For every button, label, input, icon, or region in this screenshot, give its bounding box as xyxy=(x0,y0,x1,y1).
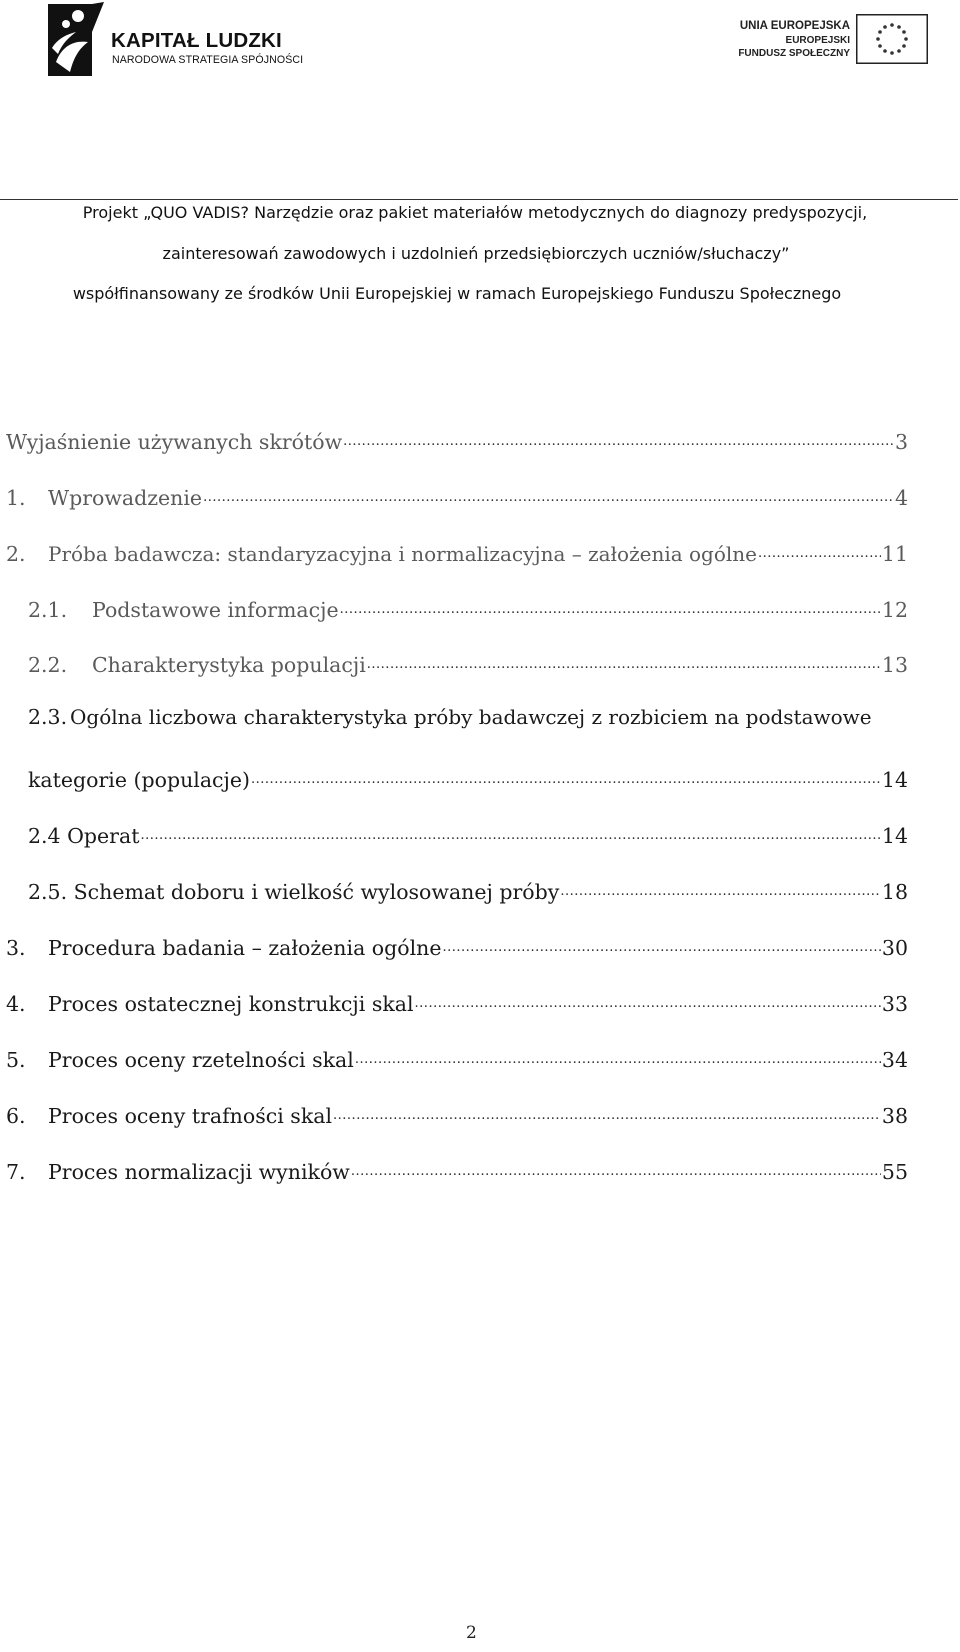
toc-entry-page: 38 xyxy=(881,1103,908,1128)
toc-entry-page: 18 xyxy=(881,879,908,904)
toc-leader-dots xyxy=(251,762,881,787)
toc-leader-dots xyxy=(343,424,894,449)
toc-entry-page: 55 xyxy=(881,1159,908,1184)
toc-leader-dots xyxy=(560,874,881,899)
toc-entry-number: 4. xyxy=(6,991,26,1016)
toc-entry-number: 5. xyxy=(6,1047,26,1072)
toc-entry[interactable] xyxy=(6,480,908,510)
toc-entry-title: Próba badawcza: standaryzacyjna i normalizacyjna – założenia ogólne xyxy=(48,541,758,566)
toc-entry-title: 2.5. Schemat doboru i wielkość wylosowanej próby xyxy=(28,879,560,904)
toc-entry[interactable] xyxy=(6,1098,908,1128)
toc-entry[interactable] xyxy=(6,986,908,1016)
toc-entry-number: 1. xyxy=(6,485,26,510)
kapital-ludzki-subtitle: NARODOWA STRATEGIA SPÓJNOŚCI xyxy=(112,54,304,66)
kapital-ludzki-logo xyxy=(44,2,304,82)
eu-flag-icon xyxy=(856,14,928,64)
toc-leader-dots xyxy=(367,647,881,672)
toc-entry-page: 30 xyxy=(881,935,908,960)
toc-entry-title: Charakterystyka populacji xyxy=(92,652,366,677)
toc-entry-title: Proces oceny rzetelności skal xyxy=(48,1047,354,1072)
toc-leader-dots xyxy=(140,818,880,843)
toc-entry[interactable] xyxy=(6,930,908,960)
toc-entry-title: Wyjaśnienie używanych skrótów xyxy=(6,429,343,454)
eu-logo-text xyxy=(738,19,850,60)
toc-leader-dots xyxy=(443,930,881,955)
toc-entry-page: 14 xyxy=(881,767,908,792)
toc-entry-title: Ogólna liczbowa charakterystyka próby badawczej z rozbiciem na podstawowe xyxy=(70,705,872,729)
project-title-line-1: Projekt „QUO VADIS? Narzędzie oraz pakiet materiałów metodycznych do diagnozy predyspozycji, xyxy=(82,203,868,222)
toc-entry[interactable] xyxy=(6,1154,908,1184)
toc-entry-number: 3. xyxy=(6,935,26,960)
toc-leader-dots xyxy=(203,480,894,505)
toc-entry-number: 2.3. xyxy=(28,705,68,729)
kapital-ludzki-name: KAPITAŁ LUDZKI xyxy=(111,29,282,52)
toc-entry[interactable] xyxy=(6,424,908,454)
eu-logo-line1: UNIA EUROPEJSKA xyxy=(739,20,850,32)
toc-entry-continuation[interactable] xyxy=(28,762,908,792)
toc-entry-title: 2.4 Operat xyxy=(28,823,140,848)
toc-entry-number: 2.2. xyxy=(28,652,68,677)
toc-entry-number: 7. xyxy=(6,1159,26,1184)
toc-entry-title: Proces oceny trafności skal xyxy=(48,1103,333,1128)
toc-entry-number: 2. xyxy=(6,541,26,566)
toc-entry-page: 33 xyxy=(881,991,908,1016)
eu-logo-line3: FUNDUSZ SPOŁECZNY xyxy=(738,48,850,59)
toc-leader-dots xyxy=(758,536,881,561)
toc-entry-title: Podstawowe informacje xyxy=(92,597,339,622)
toc-entry-page: 4 xyxy=(894,485,908,510)
eu-logo-line2: EUROPEJSKI xyxy=(785,35,850,46)
eu-logo xyxy=(740,14,930,70)
toc-leader-dots xyxy=(340,592,881,617)
toc-entry[interactable] xyxy=(28,818,908,848)
header-divider xyxy=(0,199,958,200)
toc-entry-page: 13 xyxy=(881,652,908,677)
toc-entry[interactable] xyxy=(28,592,908,622)
toc-entry-number: 6. xyxy=(6,1103,26,1128)
toc-leader-dots xyxy=(351,1154,881,1179)
toc-entry-page: 14 xyxy=(881,823,908,848)
toc-entry-page: 11 xyxy=(881,541,908,566)
toc-entry-page: 3 xyxy=(894,429,908,454)
toc-entry[interactable] xyxy=(6,1042,908,1072)
kapital-ludzki-emblem-icon xyxy=(44,2,106,80)
toc-entry-page: 34 xyxy=(881,1047,908,1072)
toc-leader-dots xyxy=(355,1042,881,1067)
project-funding-line: współfinansowany ze środków Unii Europejskiej w ramach Europejskiego Funduszu Społecznego xyxy=(72,284,842,303)
page-number: 2 xyxy=(466,1623,477,1643)
toc-entry-page: 12 xyxy=(881,597,908,622)
toc-entry[interactable] xyxy=(28,705,908,729)
toc-leader-dots xyxy=(415,986,881,1011)
toc-entry-title: Wprowadzenie xyxy=(48,485,203,510)
toc-entry-number: 2.1. xyxy=(28,597,68,622)
toc-entry-title: Proces normalizacji wyników xyxy=(48,1159,350,1184)
toc-entry-title-continuation: kategorie (populacje) xyxy=(28,767,251,792)
toc-entry-title: Proces ostatecznej konstrukcji skal xyxy=(48,991,414,1016)
toc-entry[interactable] xyxy=(28,874,908,904)
toc-entry[interactable] xyxy=(28,647,908,677)
project-title-line-2: zainteresowań zawodowych i uzdolnień przedsiębiorczych uczniów/słuchaczy” xyxy=(162,244,790,263)
toc-entry-title: Procedura badania – założenia ogólne xyxy=(48,935,442,960)
toc-leader-dots xyxy=(333,1098,881,1123)
toc-entry[interactable] xyxy=(6,536,908,566)
